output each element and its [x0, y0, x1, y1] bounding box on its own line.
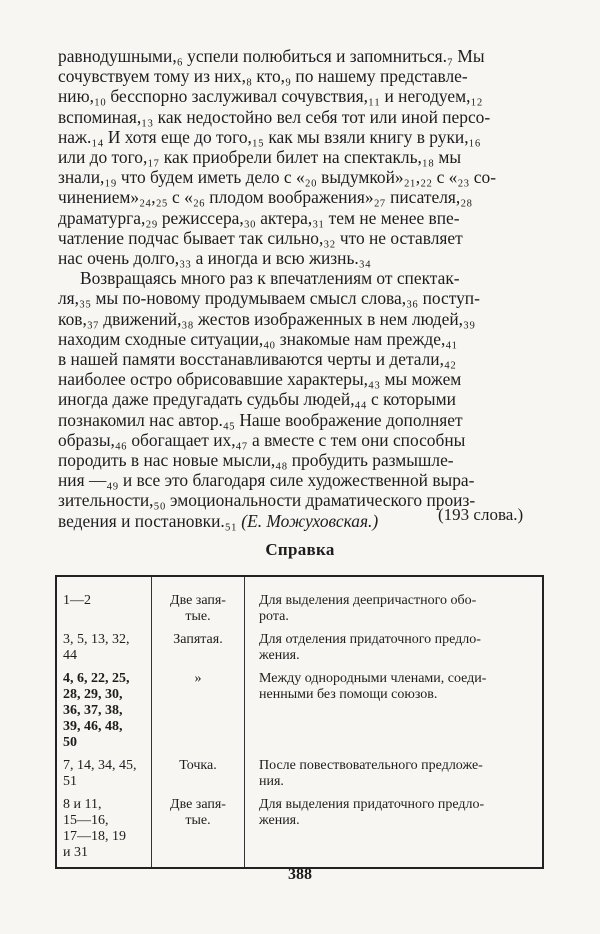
table-row: [56, 629, 543, 668]
text-line: образы,₄₆ обогащает их,₄₇ а вместе с тем они способны: [58, 429, 466, 450]
text-line: познакомил нас автор.₄₅ Наше воображение дополняет: [58, 409, 463, 430]
text-line: ля,₃₅ мы по-новому продумываем смысл слова,₃₆ поступ-: [58, 288, 480, 309]
text-line: нас очень долго,₃₃ а иногда и всю жизнь.₃₄: [58, 248, 371, 269]
sentence-numbers: [56, 755, 152, 794]
punctuation-rule: [245, 755, 544, 794]
table-row: [56, 576, 543, 629]
cell-text: Запятая.: [173, 632, 223, 647]
text-line: породить в нас новые мысли,₄₈ пробудить размышле-: [58, 450, 454, 471]
text-line: чинением»₂₄,₂₅ с «₂₆ плодом воображения»₂₇ писателя,₂₈: [58, 187, 473, 208]
cell-text: 4, 6, 22, 25, 28, 29, 30, 36, 37, 38, 39, 46, 48, 50: [63, 671, 130, 750]
sentence-numbers: [56, 629, 152, 668]
text-line: нию,₁₀ бесспорно заслуживал сочувствия,₁₁ и негодуем,₁₂: [58, 86, 483, 107]
text-line: чатление подчас бывает так сильно,₃₂ что не оставляет: [58, 227, 463, 248]
reference-heading: Справка: [265, 540, 335, 559]
paragraph-2: [58, 268, 548, 531]
table-row: [56, 668, 543, 755]
text-line: находим сходные ситуации,₄₀ знакомые нам прежде,₄₁: [58, 328, 458, 349]
word-count: (193 слова.): [438, 505, 524, 524]
cell-text: Для отделения придаточного предло- жения.: [259, 632, 481, 663]
text-line: или до того,₁₇ как приобрели билет на спектакль,₁₈ мы: [58, 147, 462, 168]
punctuation-rule: [245, 576, 544, 629]
cell-text: 8 и 11, 15—16, 17—18, 19 и 31: [63, 797, 126, 860]
cell-text: 7, 14, 34, 45, 51: [63, 758, 137, 789]
text-line: сочувствуем тому из них,₈ кто,₉ по нашему представле-: [58, 66, 468, 87]
text-line: наж.₁₄ И хотя еще до того,₁₅ как мы взяли книгу в руки,₁₆: [58, 126, 481, 147]
cell-text: Для выделения придаточного предло- жения.: [259, 797, 485, 828]
cell-text: Для выделения деепричастного обо- рота.: [259, 593, 477, 624]
main-text: [58, 46, 548, 531]
text-line: вспоминая,₁₃ как недостойно вел себя тот или иной персо-: [58, 106, 491, 127]
text-fragment: ведения и постановки.₅₁: [58, 510, 237, 531]
punctuation-rule: [245, 668, 544, 755]
cell-text: Две запя- тые.: [170, 593, 226, 624]
cell-text: Точка.: [179, 758, 217, 773]
text-line: Возвращаясь много раз к впечатлениям от спектак-: [80, 268, 460, 289]
punctuation-mark: [152, 794, 245, 868]
reference-table: [55, 575, 544, 869]
paragraph-1: [58, 46, 548, 268]
punctuation-mark: [152, 629, 245, 668]
text-line: зительности,₅₀ эмоциональности драматического произ-: [58, 490, 476, 511]
cell-text: Две запя- тые.: [170, 797, 226, 828]
text-line: равнодушными,₆ успели полюбиться и запомниться.₇ Мы: [58, 46, 485, 66]
sentence-numbers: [56, 576, 152, 629]
table-row: [56, 755, 543, 794]
cell-text: »: [194, 671, 202, 686]
punctuation-mark: [152, 755, 245, 794]
cell-text: 1—2: [63, 593, 91, 608]
punctuation-mark: [152, 668, 245, 755]
text-line: наиболее остро обрисовавшие характеры,₄₃ мы можем: [58, 369, 462, 390]
text-line: драматурга,₂₉ режиссера,₃₀ актера,₃₁ тем не менее впе-: [58, 207, 460, 228]
table-row: [56, 794, 543, 868]
cell-text: 3, 5, 13, 32, 44: [63, 632, 130, 663]
text-line: знали,₁₉ что будем иметь дело с «₂₀ выдумкой»₂₁,₂₂ с «₂₃ со-: [58, 167, 497, 188]
page-number: 388: [288, 866, 312, 883]
punctuation-rule: [245, 629, 544, 668]
cell-text: Между однородными членами, соеди- ненными без помощи союзов.: [259, 671, 487, 702]
author-attribution: (Е. Можуховская.): [241, 510, 379, 531]
sentence-numbers: [56, 668, 152, 755]
sentence-numbers: [56, 794, 152, 868]
text-line: в нашей памяти восстанавливаются черты и детали,₄₂: [58, 349, 457, 370]
text-line: иногда даже предугадать судьбы людей,₄₄ с которыми: [58, 389, 456, 410]
text-line: ния —₄₉ и все это благодаря силе художественной выра-: [58, 470, 475, 491]
cell-text: После повествовательного предложе- ния.: [259, 758, 483, 789]
punctuation-rule: [245, 794, 544, 868]
punctuation-mark: [152, 576, 245, 629]
text-line: ков,₃₇ движений,₃₈ жестов изображенных в нем людей,₃₉: [58, 308, 476, 329]
